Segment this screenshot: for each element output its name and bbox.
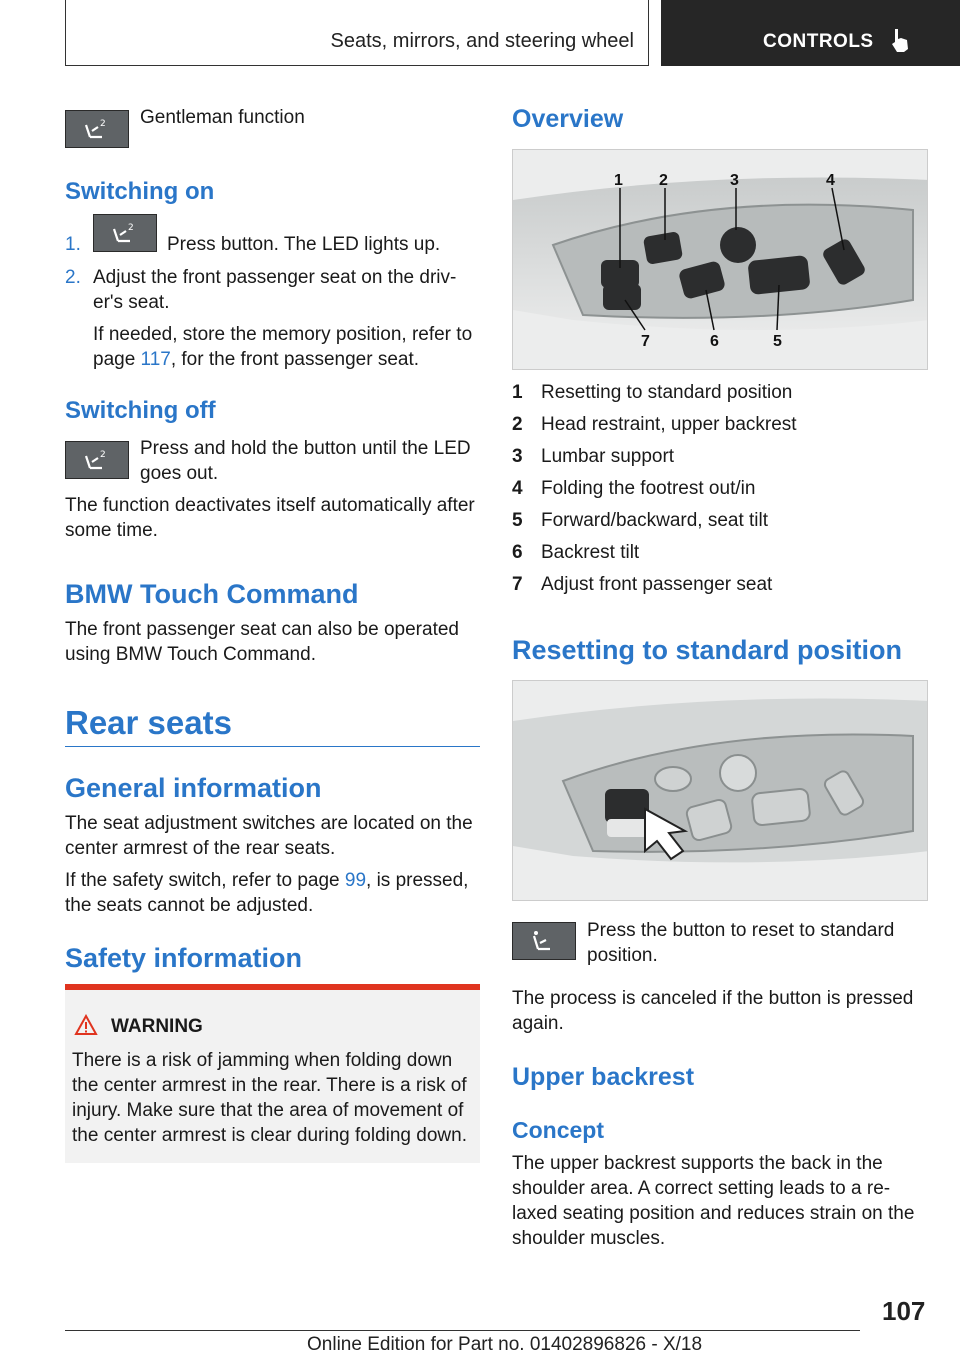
touch-command-line-1: The front passenger seat can also be operated: [65, 619, 459, 640]
step-1: [65, 232, 81, 257]
page-header: [65, 0, 960, 66]
legend-number: 2: [512, 414, 523, 435]
upper-backrest-heading: Upper backrest: [512, 1063, 695, 1091]
photo-label-6: 6: [710, 333, 719, 350]
legend-text: Folding the footrest out/in: [541, 478, 756, 499]
concept-text: [512, 1151, 914, 1251]
legend-text: Adjust front passenger seat: [541, 574, 773, 595]
reset-instruction-line-2: position.: [587, 945, 658, 966]
page-number: 107: [882, 1296, 926, 1326]
switching-off-line-2: goes out.: [140, 463, 219, 484]
general-information-heading: General information: [65, 773, 322, 803]
photo-label-5: 5: [773, 333, 782, 350]
legend-number: 3: [512, 446, 523, 467]
switching-off-line-1: Press and hold the button until the LED: [140, 438, 471, 459]
note-pre-text: page: [93, 349, 141, 370]
switching-on-heading: Switching on: [65, 178, 215, 205]
switching-off-heading: Switching off: [65, 397, 216, 424]
step-2-line-1: Adjust the front passenger seat on the driv-: [93, 267, 457, 288]
legend-text: Lumbar support: [541, 446, 675, 467]
reset-button-image: [512, 922, 576, 960]
concept-line-3: laxed seating position and reduces strain on the: [512, 1203, 915, 1224]
overview-heading: Overview: [512, 105, 624, 133]
seat-2-icon: [110, 221, 140, 245]
cancel-line-2: again.: [512, 1013, 564, 1034]
warning-title: WARNING: [111, 1016, 203, 1037]
photo-label-1: 1: [614, 172, 623, 189]
step-2-number: 2.: [65, 267, 81, 288]
general-info-line-1: The seat adjustment switches are located on the: [65, 813, 473, 834]
warning-text: [72, 1048, 467, 1148]
step-1-text: Press button. The LED lights up.: [167, 234, 441, 255]
step-2-line-2: er's seat.: [93, 292, 170, 313]
section-title: Seats, mirrors, and steering wheel: [330, 30, 634, 52]
footer-rule: [65, 1330, 860, 1331]
legend-text: Head restraint, upper backrest: [541, 414, 797, 435]
warning-line-4: the center armrest is clear during folding down.: [72, 1125, 467, 1146]
cancel-text: [512, 986, 913, 1036]
safety-information-heading: Safety information: [65, 943, 303, 973]
switching-off-button-image: [65, 441, 129, 479]
legend-number: 4: [512, 478, 523, 499]
photo-label-3: 3: [730, 172, 739, 189]
reset-button-photo: [512, 680, 928, 901]
legend-text: Backrest tilt: [541, 542, 640, 563]
seat-reset-icon: [529, 929, 559, 953]
reset-instruction: [587, 918, 894, 968]
auto-deactivate-line-2: some time.: [65, 520, 158, 541]
warning-line-1: There is a risk of jamming when folding down: [72, 1050, 453, 1071]
auto-deactivate-text: [65, 493, 475, 543]
rear-seats-heading: Rear seats: [65, 704, 232, 741]
photo-label-2: 2: [659, 172, 668, 189]
step-2-text: [93, 265, 456, 315]
touch-command-heading: BMW Touch Command: [65, 579, 359, 609]
memory-note-line-2: [93, 347, 472, 372]
svg-text:2: 2: [100, 119, 106, 129]
warning-line-2: the center armrest in the rear. There is a risk of: [72, 1075, 467, 1096]
legend-number: 1: [512, 382, 523, 403]
step-1-number: 1.: [65, 234, 81, 255]
switching-off-text: [140, 436, 471, 486]
gentleman-function-label: Gentleman function: [140, 107, 305, 128]
touch-command-line-2: using BMW Touch Command.: [65, 644, 316, 665]
legend-number: 6: [512, 542, 523, 563]
seat-2-icon: [82, 448, 112, 472]
svg-text:2: 2: [128, 223, 134, 233]
concept-line-1: The upper backrest supports the back in the: [512, 1153, 883, 1174]
gentleman-button-image: [65, 110, 129, 148]
rear-seats-rule: [65, 746, 480, 747]
warning-triangle-icon: [74, 1014, 98, 1036]
reset-button-illustration: [513, 681, 928, 901]
photo-label-4: 4: [826, 172, 835, 189]
touch-command-text: [65, 617, 459, 667]
safety-pre-text: If the safety switch, refer to page: [65, 870, 345, 891]
auto-deactivate-line-1: The function deactivates itself automatically after: [65, 495, 475, 516]
svg-text:2: 2: [100, 450, 106, 460]
page-99-link[interactable]: 99: [344, 870, 367, 891]
general-information-text: [65, 811, 473, 918]
header-chapter-box: [661, 0, 960, 66]
warning-line-3: injury. Make sure that the area of movement of: [72, 1100, 464, 1121]
safety-post-text: , is pressed,: [366, 870, 469, 891]
page-117-link[interactable]: 117: [140, 349, 171, 370]
seat-controls-photo: [512, 149, 928, 370]
concept-line-4: shoulder muscles.: [512, 1228, 666, 1249]
reset-instruction-line-1: Press the button to reset to standard: [587, 920, 895, 941]
legend-text: Forward/backward, seat tilt: [541, 510, 769, 531]
seat-2-icon: [82, 117, 112, 141]
legend-number: 5: [512, 510, 523, 531]
edition-text: Online Edition for Part no. 01402896826 - X/18: [307, 1334, 703, 1355]
concept-line-2: shoulder area. A correct setting leads to a re-: [512, 1178, 891, 1199]
resetting-heading: Resetting to standard position: [512, 635, 903, 665]
cancel-line-1: The process is canceled if the button is pressed: [512, 988, 914, 1009]
general-info-line-4: the seats cannot be adjusted.: [65, 895, 314, 916]
concept-heading: Concept: [512, 1117, 604, 1143]
seat-controls-illustration: [513, 150, 928, 370]
pointing-hand-icon: [889, 27, 911, 53]
chapter-title: CONTROLS: [763, 31, 874, 52]
legend-number: 7: [512, 574, 523, 595]
legend-text: Resetting to standard position: [541, 382, 793, 403]
note-post-text: , for the front passenger seat.: [170, 349, 420, 370]
general-info-line-3: [65, 868, 473, 893]
header-section-box: [65, 0, 649, 66]
memory-note: [93, 322, 472, 372]
general-info-line-2: center armrest of the rear seats.: [65, 838, 336, 859]
photo-label-7: 7: [641, 333, 650, 350]
warning-box: [65, 984, 480, 1163]
memory-note-line-1: If needed, store the memory position, refer to: [93, 324, 473, 345]
step-1-button-image: [93, 214, 157, 252]
